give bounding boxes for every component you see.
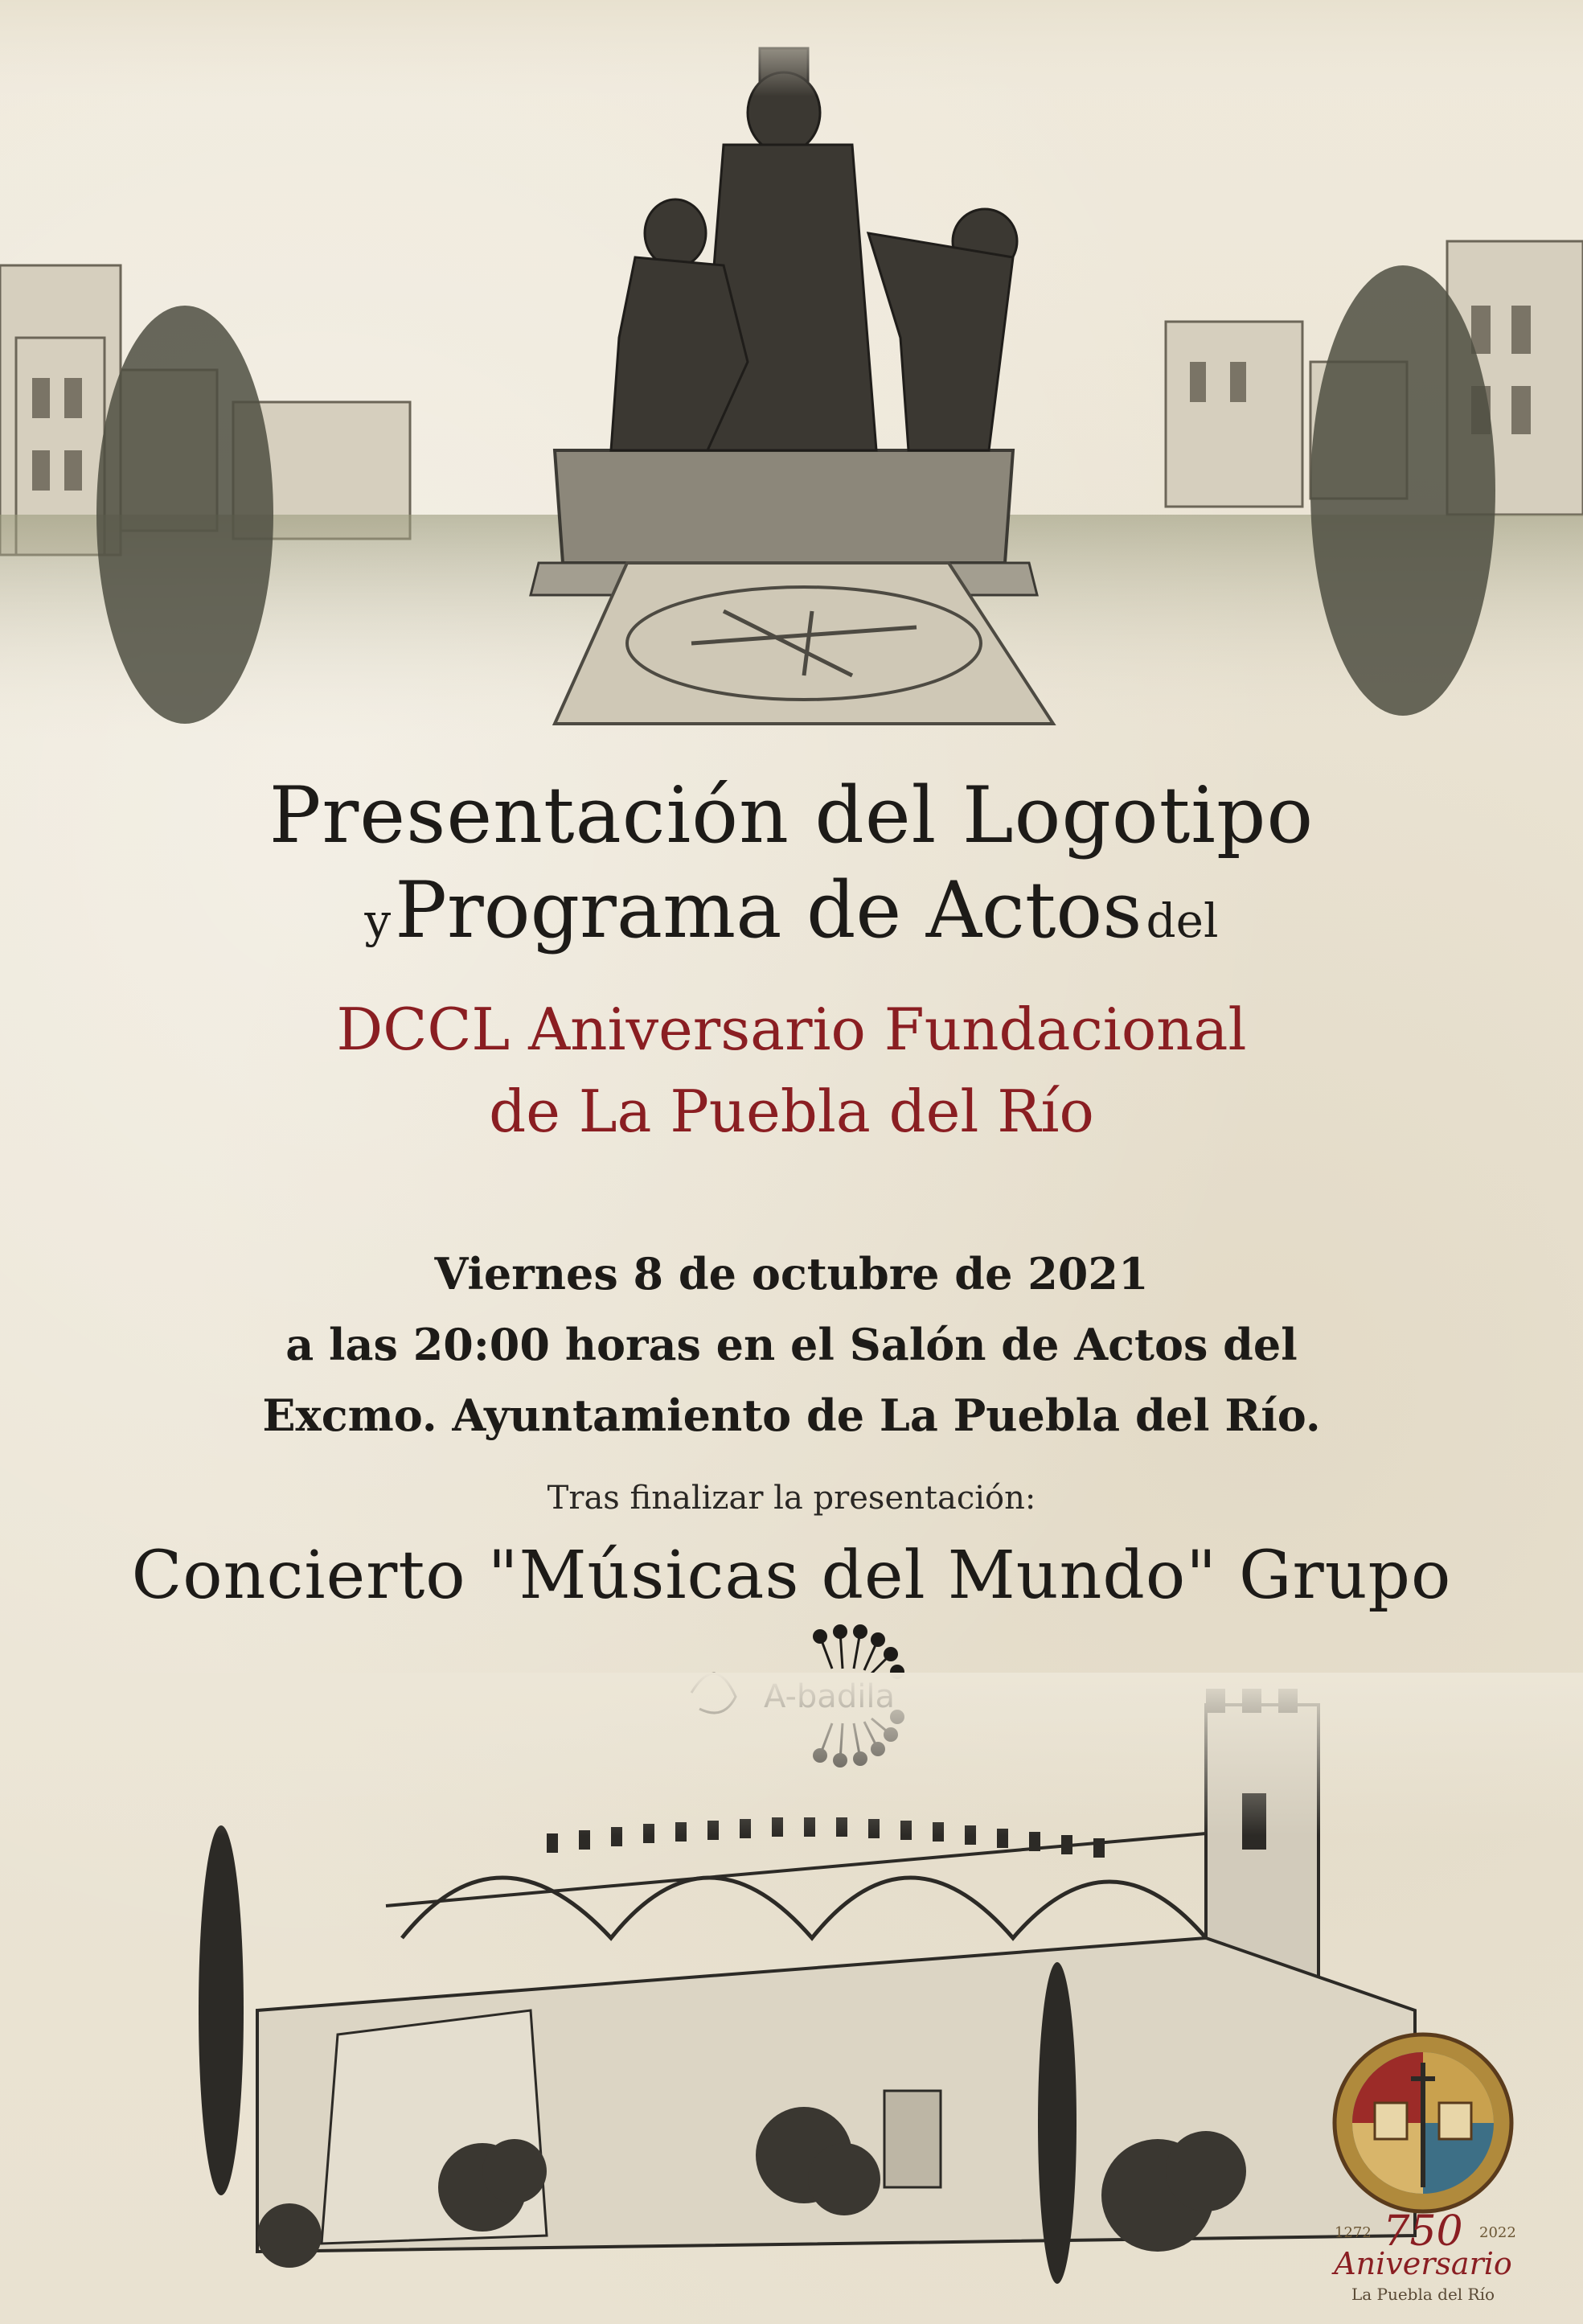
anniversary-seal	[1302, 2026, 1544, 2308]
title-line-2-main: Programa de Actos	[395, 865, 1142, 955]
event-venue: Excmo. Ayuntamiento de La Puebla del Río.	[262, 1390, 1321, 1441]
statue-plaza-illustration	[0, 0, 1583, 740]
event-time-place: a las 20:00 horas en el Salón de Actos del	[285, 1319, 1298, 1370]
seal-word: Aniversario	[1334, 2246, 1512, 2281]
title-line-1: Presentación del Logotipo	[269, 770, 1314, 860]
after-presentation-note: Tras finalizar la presentación:	[547, 1480, 1036, 1517]
seal-year-start: 1272	[1335, 2224, 1372, 2241]
event-date: Viernes 8 de octubre de 2021	[434, 1248, 1149, 1300]
title-line-2-prefix: y	[364, 893, 392, 948]
title-line-2	[0, 863, 1583, 980]
event-details	[0, 1238, 1583, 1451]
subtitle-line-2: de La Puebla del Río	[489, 1078, 1094, 1145]
seal-year-end: 2022	[1479, 2224, 1516, 2241]
title-line-2-suffix: del	[1146, 893, 1219, 948]
seal-number: 750	[1383, 2207, 1463, 2256]
concert-title: Concierto "Músicas del Mundo" Grupo	[131, 1538, 1452, 1614]
seal-place: La Puebla del Río	[1351, 2285, 1495, 2304]
title-block	[0, 768, 1583, 1152]
subtitle-line-1: DCCL Aniversario Fundacional	[336, 996, 1247, 1063]
